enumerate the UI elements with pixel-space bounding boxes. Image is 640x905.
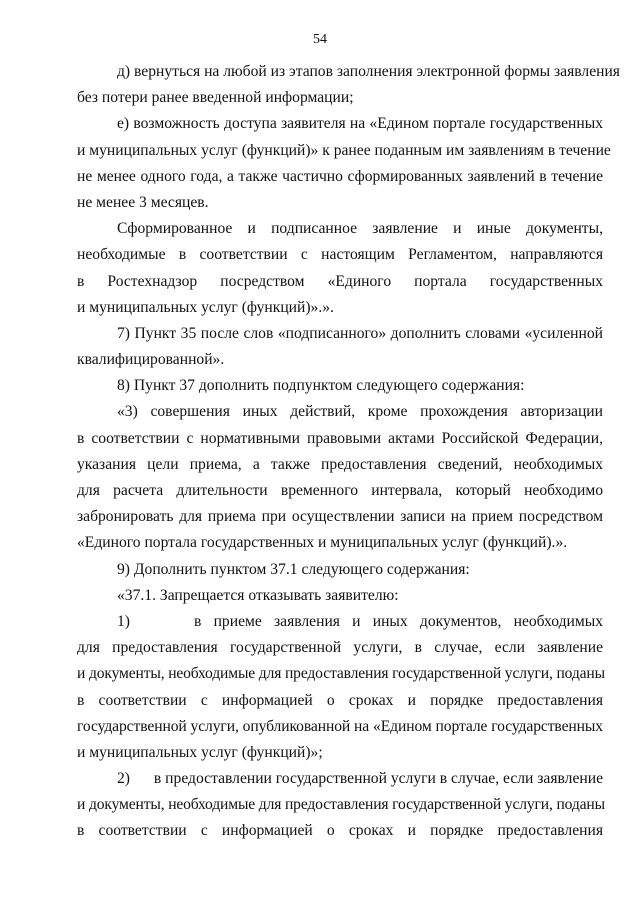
text-line: и документы, необходимые для предоставления государственной услуги, поданы xyxy=(77,665,605,683)
text-line: не менее 3 месяцев. xyxy=(77,193,209,211)
text-line: 8) Пункт 37 дополнить подпунктом следующего содержания: xyxy=(117,377,525,395)
text-line: для расчета длительности временного интервала, который необходимо xyxy=(77,482,603,499)
text-line: в предоставлении государственной услуги в случае, если заявление xyxy=(153,770,603,788)
text-line: 7) Пункт 35 после слов «подписанного» дополнить словами «усиленной xyxy=(117,324,603,342)
text-line: забронировать для приема при осуществлении записи на прием посредством xyxy=(77,508,603,526)
text-line: Сформированное и подписанное заявление и иные документы, xyxy=(117,220,603,238)
text-line: в соответствии с информацией о сроках и порядке предоставления xyxy=(77,691,603,709)
text-line: в соответствии с нормативными правовыми актами Российской Федерации, xyxy=(77,429,603,447)
document-body xyxy=(77,59,620,845)
text-line: 9) Дополнить пунктом 37.1 следующего содержания: xyxy=(117,560,470,578)
text-line: в Ростехнадзор посредством «Единого портала государственных xyxy=(77,272,603,290)
text-line: квалифицированной». xyxy=(77,351,225,369)
list-item-1 xyxy=(77,609,603,635)
list-number: 2) xyxy=(117,770,130,788)
text-line: указания цели приема, а также предоставления сведений, необходимых xyxy=(77,455,603,473)
text-line: д) вернуться на любой из этапов заполнения электронной формы заявления xyxy=(117,63,620,80)
list-item-2 xyxy=(77,766,603,792)
page-number: 54 xyxy=(313,32,327,47)
text-line: не менее одного года, а также частично сформированных заявлений в течение xyxy=(77,167,603,185)
text-line: е) возможность доступа заявителя на «Едином портале государственных xyxy=(117,115,603,133)
list-number: 1) xyxy=(117,612,130,630)
text-line: в приеме заявления и иных документов, необходимых xyxy=(194,612,603,630)
text-line: для предоставления государственной услуги, в случае, если заявление xyxy=(77,639,603,657)
text-line: «3) совершения иных действий, кроме прохождения авторизации xyxy=(117,403,603,421)
text-line: «37.1. Запрещается отказывать заявителю: xyxy=(117,586,399,604)
text-line: «Единого портала государственных и муниципальных услуг (функций).». xyxy=(77,534,568,552)
text-line: без потери ранее введенной информации; xyxy=(77,89,354,107)
text-line: в соответствии с информацией о сроках и порядке предоставления xyxy=(77,822,603,840)
text-line: необходимые в соответствии с настоящим Регламентом, направляются xyxy=(77,246,603,264)
text-line: и муниципальных услуг (функций)»; xyxy=(77,743,323,761)
text-line: и муниципальных услуг (функций)» к ранее поданным им заявлениям в течение xyxy=(77,141,611,159)
text-line: и муниципальных услуг (функций)».». xyxy=(77,298,334,316)
text-line: и документы, необходимые для предоставления государственной услуги, поданы xyxy=(77,796,605,814)
text-line: государственной услуги, опубликованной на «Едином портале государственных xyxy=(77,717,603,735)
